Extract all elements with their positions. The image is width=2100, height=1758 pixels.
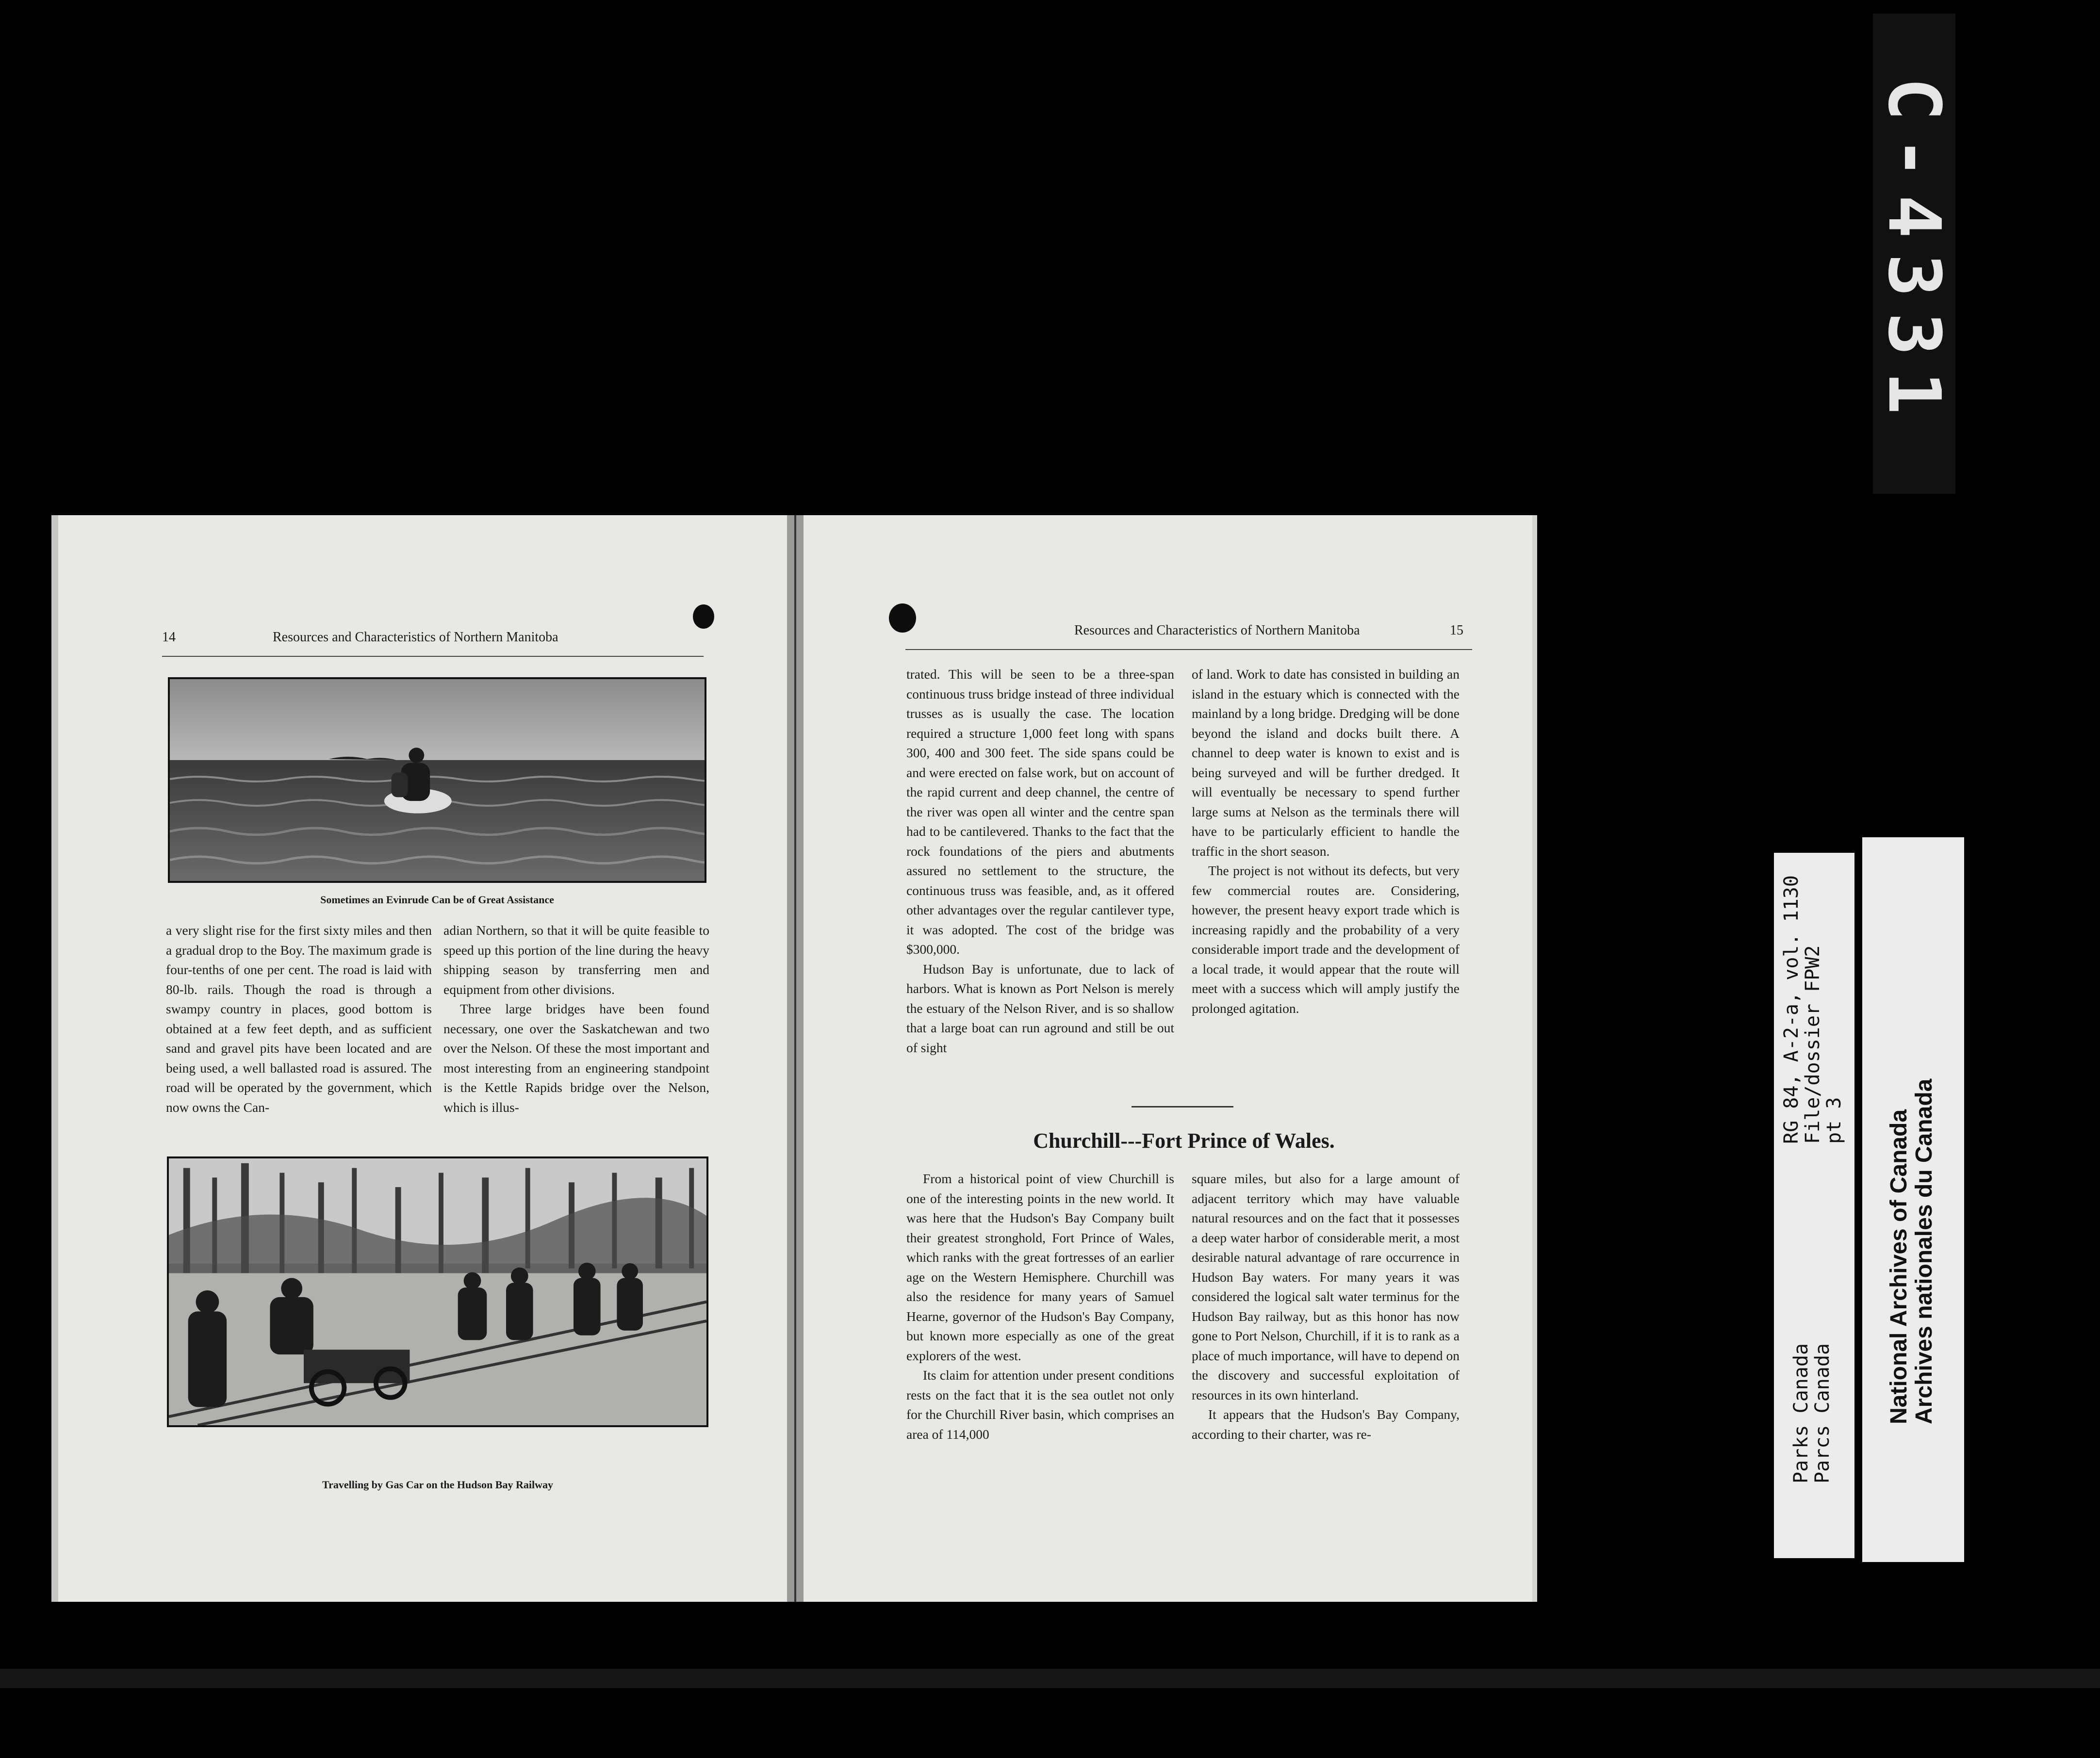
reference-line: RG 84, A-2-a, vol. 1130 <box>1780 875 1803 1144</box>
punch-hole <box>693 604 714 629</box>
paragraph: of land. Work to date has consisted in building an island in the estuary which is connected with the mainland by a long bridge. Dredging will be done beyond the island and docks built there. A channel to deep water is known to exist and is being surveyed and will be further dredged. It will eventually be necessary to spend further large sums at Nelson as the terminals there will have to be particularly efficient to handle the traffic in the short season. <box>1192 667 1460 859</box>
archives-name <box>1887 1079 1937 1424</box>
paragraph: The project is not without its defects, but very few commercial routes are. Considering, however, the present heavy export trade which is increasing rapidly and the probability of a very considerable import trade and the development of a local trade, it would appear that the route will meet with a success which will amply justify the prolonged agitation. <box>1192 863 1460 1016</box>
paragraph: From a historical point of view Churchill is one of the interesting points in the new world. It was here that the Hudson's Bay Company built their greatest stronghold, Fort Prince of Wales, which ranks with the great fortresses of an earlier age on the Western Hemisphere. Churchill was also the residence for many years of Samuel Hearne, governor of the Hudson's Bay Company, but known more especially as one of the great explorers of the west. <box>906 1171 1174 1363</box>
reference-text <box>1781 875 1845 1144</box>
running-title: Resources and Characteristics of Northern Manitoba <box>1074 623 1360 638</box>
right-column-1 <box>906 665 1174 1058</box>
paragraph: square miles, but also for a large amount of adjacent territory which may have valuable natural resources and on the fact that it possesses a deep water harbor of considerable merit, a most desirable natural advantage of rare occurrence in Hudson Bay waters. For many years it was considered the logical salt water terminus for the Hudson Bay railway, but as this honor has now gone to Port Nelson, Churchill, if it is to rank as a place of much importance, will have to depend on the discovery and successful exploitation of resources in its own hinterland. <box>1192 1171 1460 1402</box>
frame-number-text: C-4331 <box>1872 77 1956 430</box>
running-title: Resources and Characteristics of Northern Manitoba <box>273 630 558 645</box>
gas-car-photo-image <box>169 1158 706 1425</box>
reference-line: File/dossier FPW2 <box>1802 945 1824 1144</box>
photo-gas-car <box>167 1156 708 1427</box>
paragraph: Its claim for attention under present conditions rests on the fact that it is the sea outlet not only for the Churchill River basin, which comprises an area of 114,000 <box>906 1367 1174 1442</box>
national-archives-label <box>1862 837 1964 1562</box>
paragraph: trated. This will be seen to be a three-span continuous truss bridge instead of three individual trusses as is usually the case. The location required a structure 1,000 feet long with spans 300, 400 and 300 feet. The side spans could be and were erected on false work, but on account of the rapid current and deep channel, the centre of the river was open all winter and the centre span had to be cantilevered. Thanks to the fact that the rock foundations of the piers and abutments assured no settlement to the structure, the continuous truss was feasible, and, as it offered other advantages over the regular cantilever type, it was adopted. The cost of the bridge was $300,000. <box>906 667 1174 957</box>
parks-canada-fr: Parcs Canada <box>1811 1343 1834 1483</box>
section-column-1 <box>906 1169 1174 1444</box>
paragraph: a very slight rise for the first sixty miles and then a gradual drop to the Boy. The maximum grade is four-tenths of one per cent. The road is laid with 80-lb. rails. Though the road is through a swampy country in places, good bottom is obtained at a few feet depth, and as sufficient sand and gravel pits have been located and are being used, a well ballasted road is assured. The road will be operated by the government, which now owns the Can- <box>166 923 432 1115</box>
photo-canoe <box>168 677 706 883</box>
photo-caption: Travelling by Gas Car on the Hudson Bay Railway <box>322 1479 553 1491</box>
section-title: Churchill---Fort Prince of Wales. <box>1033 1129 1335 1153</box>
paragraph: Three large bridges have been found necessary, one over the Saskatchewan and two over the Nelson. Of these the most important and most interesting from an engineering standpoint is the Kettle Rapids bridge over the Nelson, which is illus- <box>443 1001 709 1115</box>
film-edge-strip <box>0 1669 2100 1688</box>
paragraph: It appears that the Hudson's Bay Company, according to their charter, was re- <box>1192 1407 1460 1442</box>
microfilm-frame-number <box>1873 14 1955 494</box>
right-page <box>804 515 1537 1602</box>
spine-crease <box>794 515 796 1602</box>
left-column-2 <box>443 921 709 1117</box>
archives-name-fr: Archives nationales du Canada <box>1911 1078 1937 1424</box>
parks-canada-en: Parks Canada <box>1790 1343 1812 1483</box>
right-column-2 <box>1192 665 1460 1018</box>
left-column-1 <box>166 921 432 1117</box>
page-number: 14 <box>162 630 176 645</box>
book-spread <box>51 515 1537 1602</box>
book-spine <box>787 515 804 1602</box>
paragraph: Hudson Bay is unfortunate, due to lack of harbors. What is known as Port Nelson is merely the estuary of the Nelson River, and is so shallow that a large boat can run aground and still be out of sight <box>906 961 1174 1055</box>
paragraph: adian Northern, so that it will be quite feasible to speed up this portion of the line during the heavy shipping season by transferring men and equipment from other divisions. <box>443 923 709 997</box>
reference-line: pt 3 <box>1823 1097 1845 1144</box>
header-rule <box>162 656 704 657</box>
canoe-photo-image <box>170 679 705 881</box>
section-column-2 <box>1192 1169 1460 1444</box>
parks-canada-text <box>1790 1343 1833 1483</box>
punch-hole <box>889 603 916 633</box>
section-ornament <box>1132 1106 1233 1107</box>
archive-reference-card <box>1774 853 1854 1558</box>
left-page <box>51 515 787 1602</box>
page-number: 15 <box>1450 623 1463 638</box>
photo-caption: Sometimes an Evinrude Can be of Great Assistance <box>320 894 554 906</box>
archives-name-en: National Archives of Canada <box>1886 1109 1912 1424</box>
header-rule <box>905 649 1472 650</box>
